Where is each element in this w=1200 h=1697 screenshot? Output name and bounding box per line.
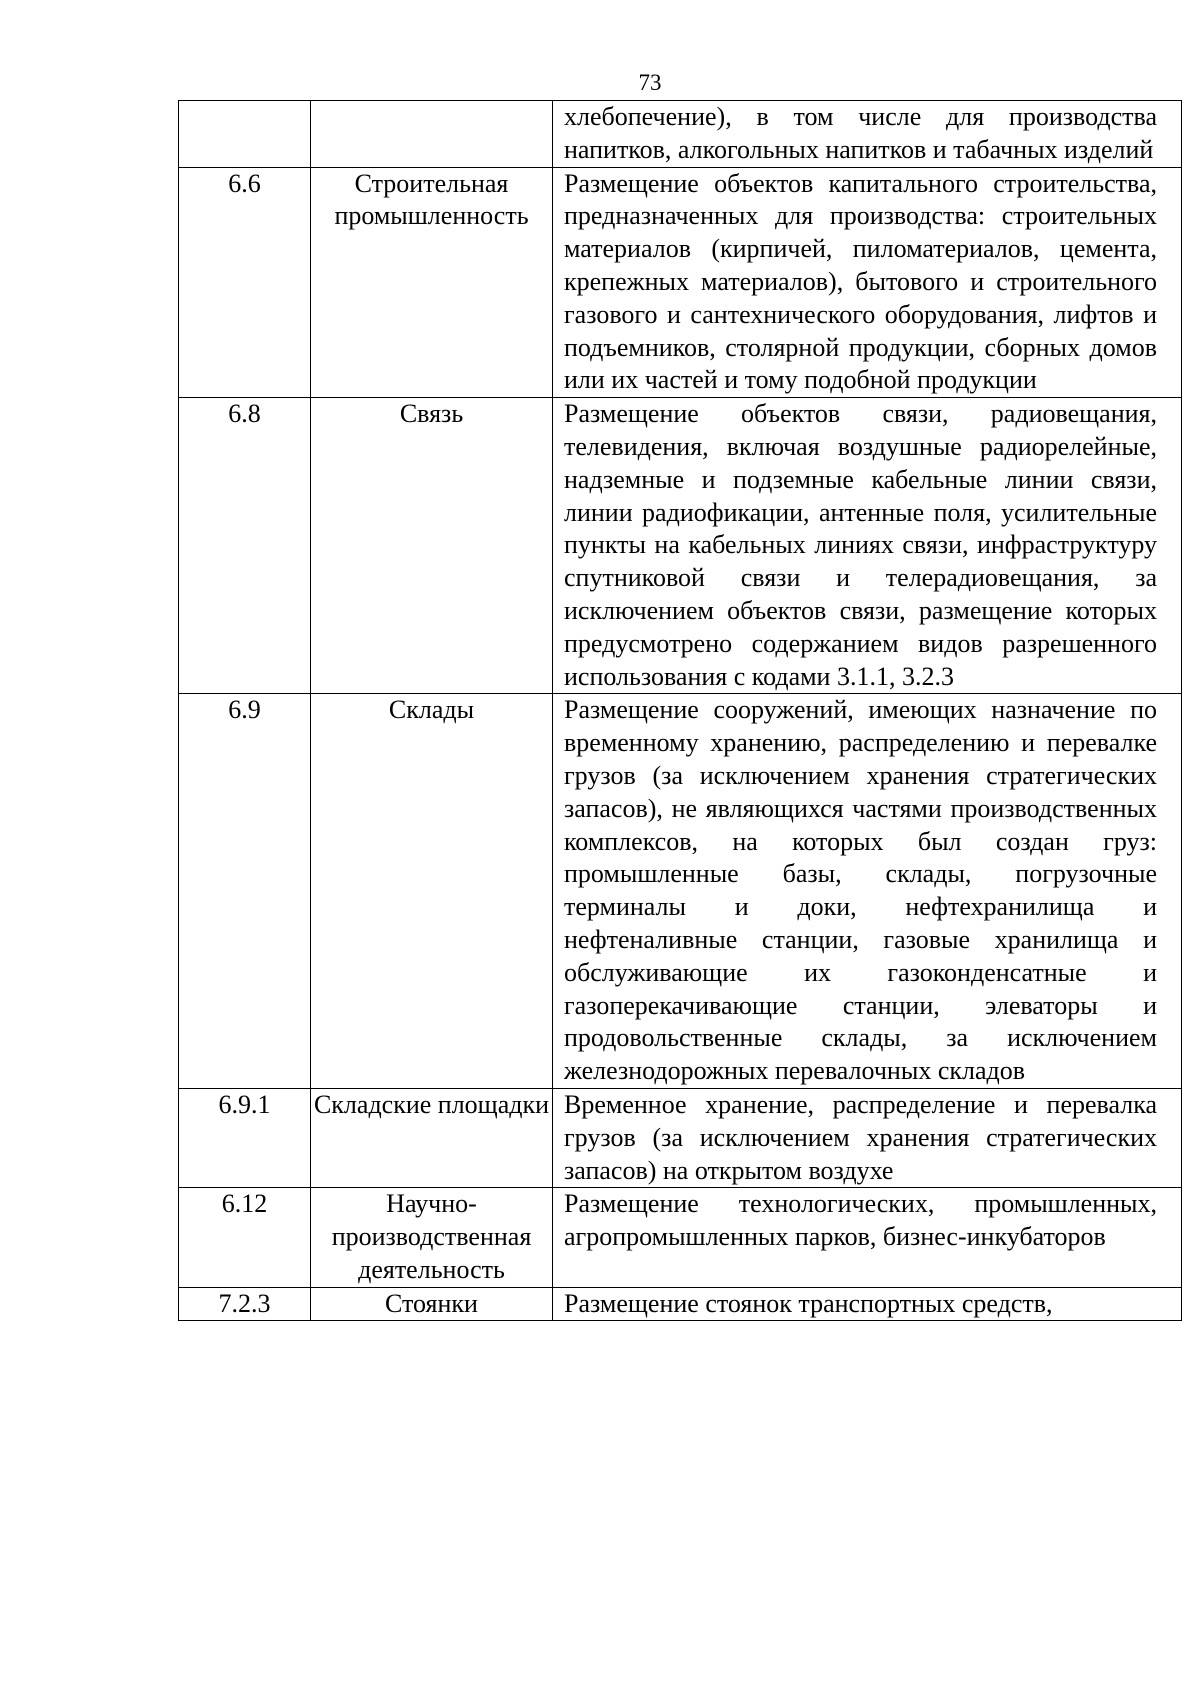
row-code-cell: 6.12: [179, 1188, 311, 1287]
table-row: [179, 1188, 1182, 1287]
row-description-cell: Размещение сооружений, имеющих назначение по временному хранению, распределению и перевалке грузов (за исключением хранения стратегических запасов), не являющихся частями производственных комплексов, на которых был создан груз: промышленные базы, склады, погрузочные терминалы и доки, нефтехранилища и нефтеналивные станции, газовые хранилища и обслуживающие их газоконденсатные и газоперекачивающие станции, элеваторы и продовольственные склады, за исключением железнодорожных перевалочных складов: [553, 694, 1182, 1089]
row-description-cell: Размещение объектов связи, радиовещания, телевидения, включая воздушные радиорелейные, надземные и подземные кабельные линии связи, линии радиофикации, антенные поля, усилительные пункты на кабельных линиях связи, инфраструктуру спутниковой связи и телерадиовещания, за исключением объектов связи, размещение которых предусмотрено содержанием видов разрешенного использования с кодами 3.1.1, 3.2.3: [553, 398, 1182, 694]
row-description-cell: Размещение объектов капитального строительства, предназначенных для производства: строительных материалов (кирпичей, пиломатериалов, цемента, крепежных материалов), бытового и строительного газового и сантехнического оборудования, лифтов и подъемников, столярной продукции, сборных домов или их частей и тому подобной продукции: [553, 167, 1182, 398]
table-row: [179, 1287, 1182, 1321]
table-row: [179, 398, 1182, 694]
table-row: [179, 101, 1182, 168]
table-row: [179, 1088, 1182, 1187]
row-code-cell: 6.9.1: [179, 1088, 311, 1187]
row-name-cell: Склады: [311, 694, 553, 1089]
row-name-cell: Строительная промышленность: [311, 167, 553, 398]
table-row: [179, 694, 1182, 1089]
row-code-cell: 6.9: [179, 694, 311, 1089]
row-code-cell: [179, 101, 311, 168]
row-description-cell: Размещение технологических, промышленных, агропромышленных парков, бизнес-инкубаторов: [553, 1188, 1182, 1287]
row-name-cell: [311, 101, 553, 168]
row-code-cell: 6.8: [179, 398, 311, 694]
row-name-cell: Научно-производственная деятельность: [311, 1188, 553, 1287]
table-row: [179, 167, 1182, 398]
page-number: 73: [638, 70, 662, 95]
row-code-cell: 6.6: [179, 167, 311, 398]
row-name-cell: Связь: [311, 398, 553, 694]
row-code-cell: 7.2.3: [179, 1287, 311, 1321]
row-description-cell: Временное хранение, распределение и перевалка грузов (за исключением хранения стратегических запасов) на открытом воздухе: [553, 1088, 1182, 1187]
row-name-cell: Стоянки: [311, 1287, 553, 1321]
row-description-cell: Размещение стоянок транспортных средств,: [553, 1287, 1182, 1321]
row-name-cell: Складские площадки: [311, 1088, 553, 1187]
row-description-cell: хлебопечение), в том числе для производства напитков, алкогольных напитков и табачных изделий: [553, 101, 1182, 168]
land-use-table: [178, 100, 1182, 1321]
